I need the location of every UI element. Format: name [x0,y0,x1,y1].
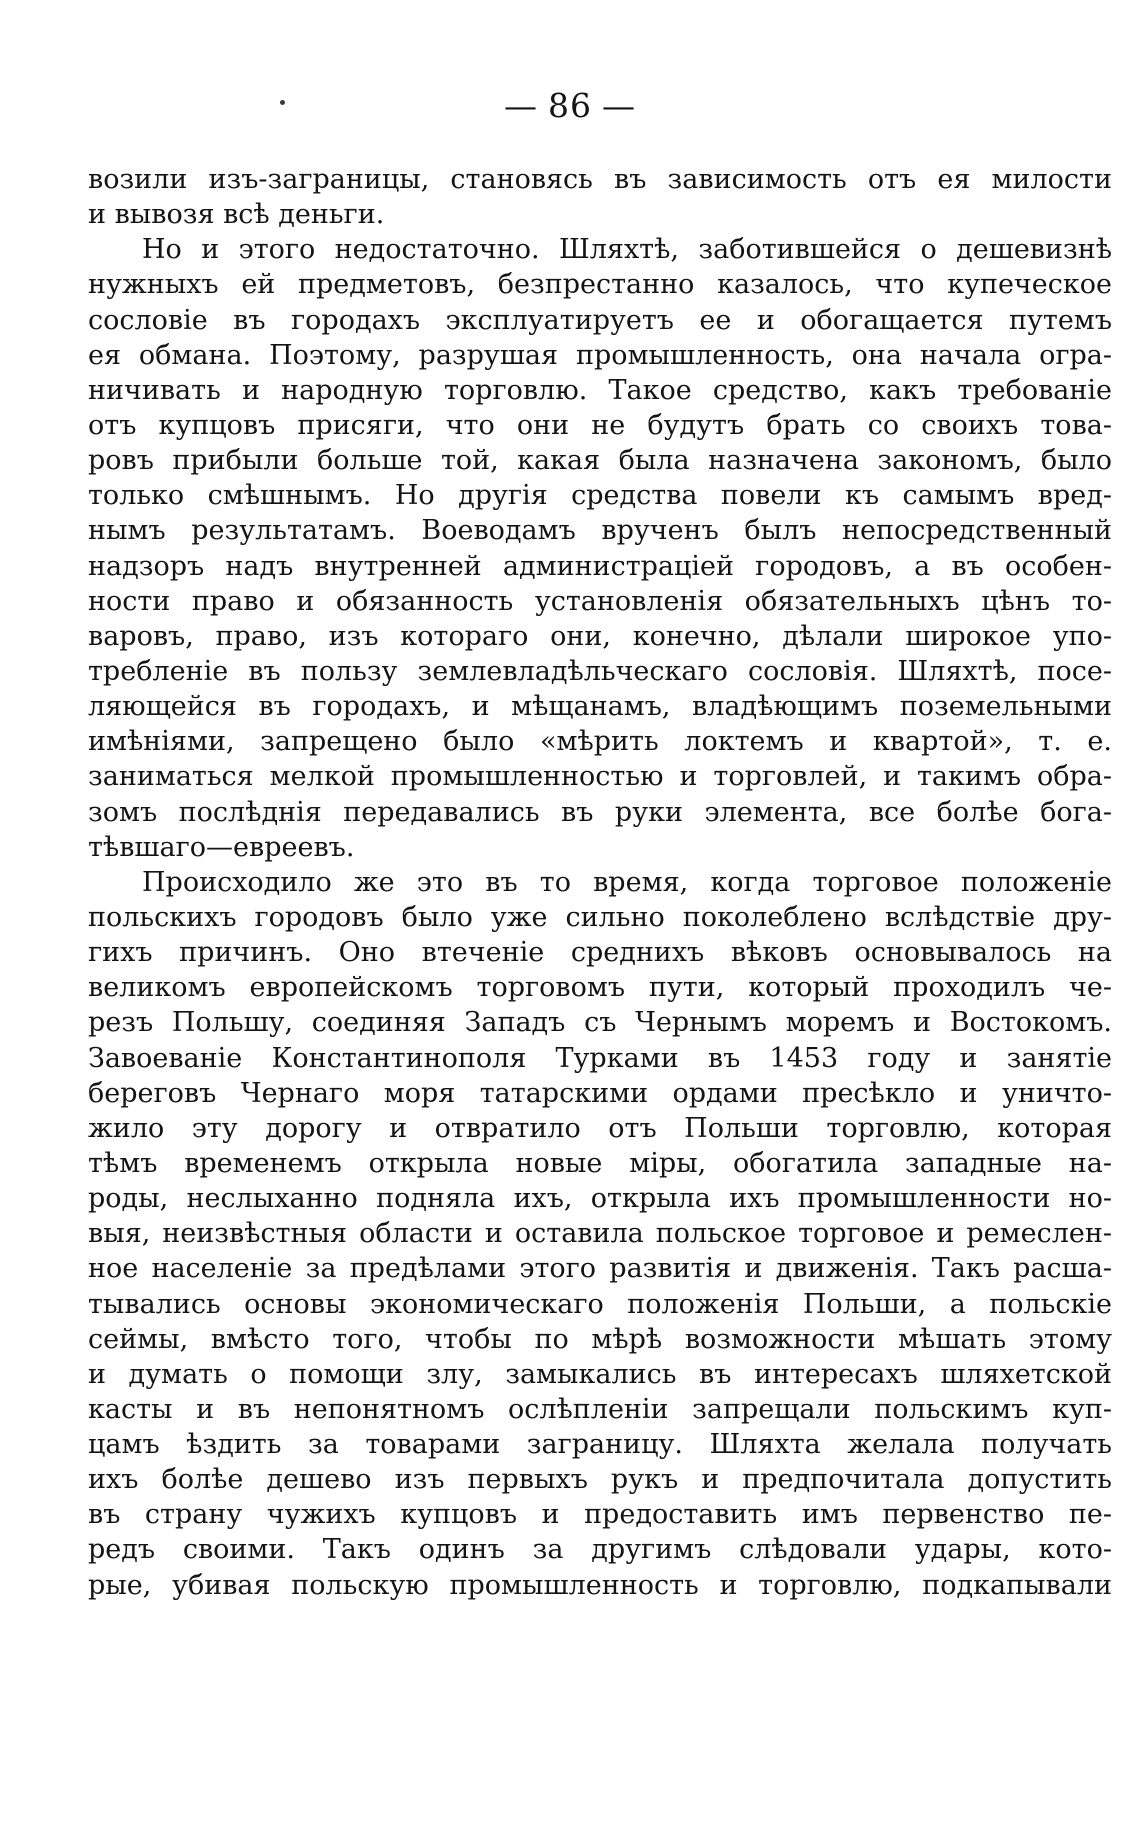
text-line: сословіе въ городахъ эксплуатируетъ ее и обогащается путемъ [88,304,1112,336]
body-text [88,162,1112,1603]
text-line: рые, убивая польскую промышленность и торговлю, подкапывали [88,1569,1112,1601]
text-line: сеймы, вмѣсто того, чтобы по мѣрѣ возможности мѣшать этому [88,1323,1112,1355]
page-number [0,86,1140,126]
text-line: только смѣшнымъ. Но другія средства повели къ самымъ вред- [88,480,1112,512]
text-line: Но и этого недостаточно. Шляхтѣ, заботившейся о дешевизнѣ [142,234,1112,266]
text-line: въ страну чужихъ купцовъ и предоставить имъ первенство пе- [88,1499,1112,1531]
text-line: нужныхъ ей предметовъ, безпрестанно казалось, что купеческое [88,269,1112,301]
text-line: ное населеніе за предѣлами этого развитія и движенія. Такъ расша- [88,1253,1112,1285]
text-line: великомъ европейскомъ торговомъ пути, который проходилъ че- [88,972,1112,1004]
text-line: тѣвшаго—евреевъ. [88,831,355,863]
text-line: редъ своими. Такъ одинъ за другимъ слѣдовали удары, кото- [88,1534,1112,1566]
text-line: требленіе въ пользу землевладѣльческаго сословія. Шляхтѣ, посе- [88,655,1112,687]
text-line: выя, неизвѣстныя области и оставила польское торговое и ремеслен- [88,1218,1112,1250]
text-line: надзоръ надъ внутренней администраціей городовъ, а въ особен- [88,550,1112,582]
text-line: касты и въ непонятномъ ослѣпленіи запрещали польскимъ куп- [88,1393,1112,1425]
text-line: ея обмана. Поэтому, разрушая промышленность, она начала огра- [88,339,1112,371]
page-number-dash-right: — [602,86,636,125]
text-line: резъ Польшу, соединяя Западъ съ Чернымъ моремъ и Востокомъ. [88,1007,1112,1039]
page-number-value: 86 [548,86,592,125]
text-line: береговъ Чернаго моря татарскими ордами пресѣкло и уничто- [88,1077,1112,1109]
text-line: варовъ, право, изъ котораго они, конечно, дѣлали широкое упо- [88,620,1112,652]
text-line: тывались основы экономическаго положенія Польши, а польскіе [88,1288,1112,1320]
text-line: Завоеваніе Константинополя Турками въ 1453 году и занятіе [88,1042,1112,1074]
text-line: ихъ болѣе дешево изъ первыхъ рукъ и предпочитала допустить [88,1464,1112,1496]
text-line: возили изъ-заграницы, становясь въ зависимость отъ ея милости [88,164,1112,195]
text-line: жило эту дорогу и отвратило отъ Польши торговлю, которая [88,1112,1112,1144]
text-line: ровъ прибыли больше той, какая была назначена закономъ, было [88,445,1112,477]
text-line: цамъ ѣздить за товарами заграницу. Шляхта желала получать [88,1429,1112,1461]
text-line: ности право и обязанность установленія обязательныхъ цѣнъ то- [88,585,1112,617]
text-line: ляющейся въ городахъ, и мѣщанамъ, владѣющимъ поземельными [88,691,1112,723]
text-line: Происходило же это въ то время, когда торговое положеніе [142,866,1112,898]
text-line: тѣмъ временемъ открыла новые міры, обогатила западные на- [88,1147,1112,1179]
text-line: имѣніями, запрещено было «мѣрить локтемъ и квартой», т. е. [88,726,1112,758]
text-line: и думать о помощи злу, замыкались въ интересахъ шляхетской [88,1358,1112,1390]
text-line: отъ купцовъ присяги, что они не будутъ брать со своихъ това- [88,409,1112,441]
text-line: ничивать и народную торговлю. Такое средство, какъ требованіе [88,374,1112,406]
text-line: роды, неслыханно подняла ихъ, открыла ихъ промышленности но- [88,1183,1112,1215]
page-number-dash-left: — [504,86,538,125]
text-line: зомъ послѣднія передавались въ руки элемента, все болѣе бога- [88,796,1112,828]
text-line: заниматься мелкой промышленностью и торговлей, и такимъ обра- [88,761,1112,793]
text-line: польскихъ городовъ было уже сильно поколеблено вслѣдствіе дру- [88,901,1112,933]
text-line: нымъ результатамъ. Воеводамъ врученъ былъ непосредственный [88,515,1112,547]
text-line: и вывозя всѣ деньги. [88,199,385,231]
text-line: гихъ причинъ. Оно втеченіе среднихъ вѣковъ основывалось на [88,937,1112,969]
